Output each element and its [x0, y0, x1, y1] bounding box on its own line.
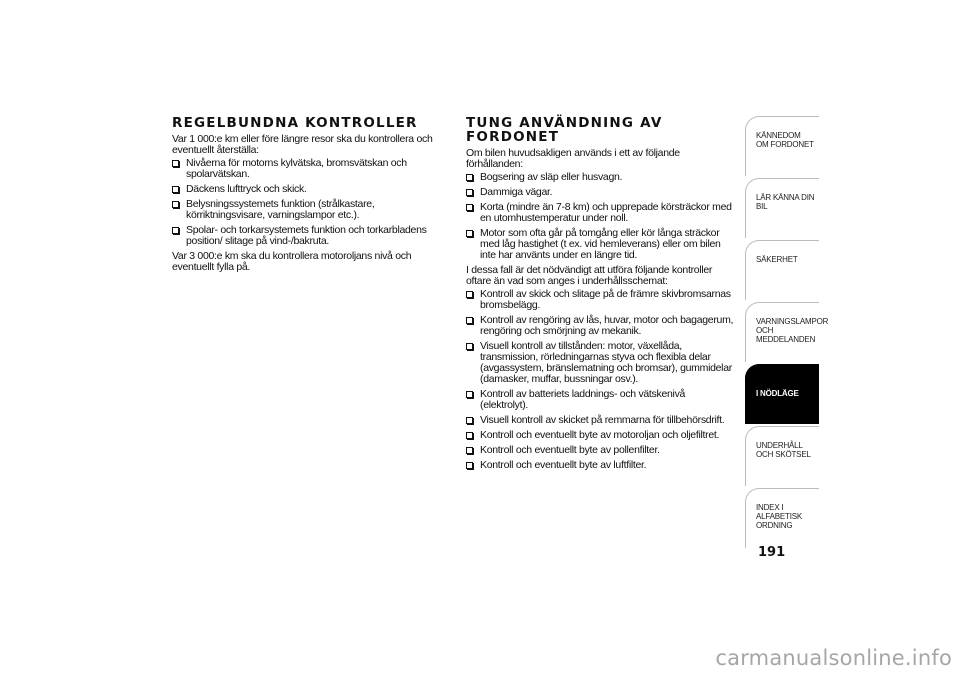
conditions-list: [466, 172, 734, 261]
list-item: Kontroll och eventuellt byte av motoroljan och oljefiltret.: [466, 430, 734, 441]
list-item: Däckens lufttryck och skick.: [172, 184, 452, 195]
checkbox-bullet-icon: [466, 317, 473, 324]
checkbox-bullet-icon: [466, 291, 473, 298]
checkbox-bullet-icon: [466, 174, 473, 181]
list-item: Dammiga vägar.: [466, 187, 734, 198]
checkbox-bullet-icon: [466, 204, 473, 211]
list-item: Visuell kontroll av skicket på remmarna för tillbehörsdrift.: [466, 415, 734, 426]
section-heading-regular-checks: REGELBUNDNA KONTROLLER: [172, 115, 418, 131]
list-item: Nivåerna för motorns kylvätska, bromsvätskan och spolarvätskan.: [172, 158, 452, 180]
page-number: 191: [758, 545, 786, 560]
left-outro: Var 3 000:e km ska du kontrollera motoroljans nivå och eventuellt fylla på.: [172, 250, 412, 273]
tab-underhall-och-skotsel[interactable]: UNDERHÅLL OCH SKÖTSEL: [745, 426, 819, 486]
checkbox-bullet-icon: [172, 186, 179, 193]
list-item: Belysningssystemets funktion (strålkastare, körriktningsvisare, varningslampor etc.).: [172, 199, 452, 221]
right-column: [466, 116, 734, 475]
chapter-tabs: [745, 116, 829, 550]
right-intro: Om bilen huvudsakligen används i ett av följande förhållanden:: [466, 147, 680, 170]
tab-sakerhet[interactable]: SÄKERHET: [745, 240, 819, 300]
checkbox-bullet-icon: [172, 227, 179, 234]
list-item: Visuell kontroll av tillstånden: motor, växellåda, transmission, rörledningarnas styva och flexibla delar (avgassystem, bränslematning och bromsar), gummidelar (damasker, muffar, bussningar osv.).: [466, 341, 734, 385]
checkbox-bullet-icon: [466, 230, 473, 237]
watermark: carmanualsonline.info: [715, 646, 952, 670]
checkbox-bullet-icon: [466, 189, 473, 196]
checkbox-bullet-icon: [466, 343, 473, 350]
list-item: Motor som ofta går på tomgång eller kör långa sträckor med låg hastighet (t ex. vid hemleverans) eller om bilen inte har använts under en längre tid.: [466, 228, 734, 261]
list-item: Spolar- och torkarsystemets funktion och torkarbladens position/ slitage på vind-/bakruta.: [172, 225, 452, 247]
list-item: Kontroll och eventuellt byte av luftfilter.: [466, 460, 734, 471]
tab-lar-kanna-din-bil[interactable]: LÄR KÄNNA DIN BIL: [745, 178, 819, 238]
tab-index[interactable]: INDEX I ALFABETISK ORDNING: [745, 488, 819, 548]
left-checklist: [172, 158, 452, 247]
checkbox-bullet-icon: [466, 462, 473, 469]
checkbox-bullet-icon: [466, 391, 473, 398]
checkbox-bullet-icon: [172, 160, 179, 167]
tab-i-nodlage[interactable]: I NÖDLÄGE: [745, 364, 819, 424]
list-item: Kontroll av skick och slitage på de främre skivbromsarnas bromsbelägg.: [466, 289, 734, 311]
checkbox-bullet-icon: [466, 432, 473, 439]
list-item: Korta (mindre än 7-8 km) och upprepade körsträckor med en utomhustemperatur under noll.: [466, 202, 734, 224]
left-column: [172, 116, 452, 275]
section-heading-heavy-use: TUNG ANVÄNDNING AV FORDONET: [466, 115, 663, 145]
list-item: Kontroll av batteriets laddnings- och vätskenivå (elektrolyt).: [466, 389, 734, 411]
checks-list: [466, 289, 734, 471]
tab-varningslampor[interactable]: VARNINGSLAMPOR OCH MEDDELANDEN: [745, 302, 819, 362]
list-item: Kontroll av rengöring av lås, huvar, motor och bagagerum, rengöring och smörjning av mekanik.: [466, 315, 734, 337]
checkbox-bullet-icon: [466, 447, 473, 454]
right-middle: I dessa fall är det nödvändigt att utföra följande kontroller oftare än vad som anges i underhållsschemat:: [466, 264, 713, 287]
left-intro: Var 1 000:e km eller före längre resor ska du kontrollera och eventuellt återställa:: [172, 133, 433, 156]
tab-kannedom-om-fordonet[interactable]: KÄNNEDOM OM FORDONET: [745, 116, 819, 176]
checkbox-bullet-icon: [172, 201, 179, 208]
checkbox-bullet-icon: [466, 417, 473, 424]
list-item: Bogsering av släp eller husvagn.: [466, 172, 734, 183]
list-item: Kontroll och eventuellt byte av pollenfilter.: [466, 445, 734, 456]
